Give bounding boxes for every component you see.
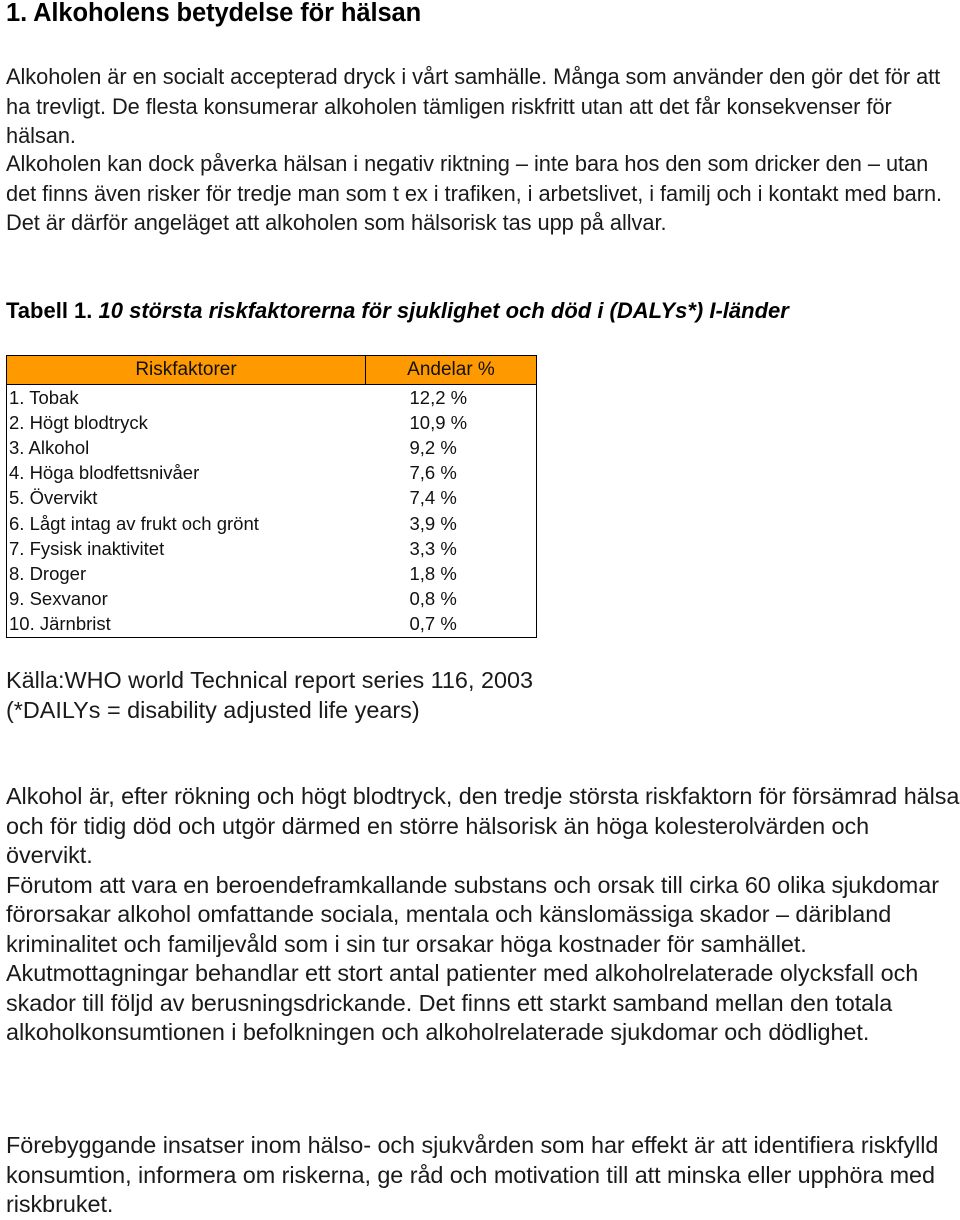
prevention-paragraph: Förebyggande insatser inom hälso- och sjukvården som har effekt är att identifiera riskfylld konsumtion, informera om riskerna, ge råd och motivation till att minska eller upphöra med riskbruket.: [6, 1132, 939, 1217]
column-header-andelar: Andelar %: [366, 356, 537, 385]
table-row: [7, 561, 537, 586]
share-cell: 3,9 %: [366, 511, 537, 536]
source-citation: Källa:WHO world Technical report series 116, 2003: [6, 667, 533, 693]
risk-factor-table: [6, 355, 537, 638]
table-caption: [6, 296, 789, 326]
table-title: 10 största riskfaktorerna för sjuklighet och död i (DALYs*) I-länder: [98, 298, 789, 323]
share-cell: 7,4 %: [366, 486, 537, 511]
risk-paragraph: Alkoholen kan dock påverka hälsan i negativ riktning – inte bara hos den som dricker den – utan det finns även risker för tredje man som t ex i trafiken, i arbetslivet, i familj och i kontakt med barn. Det är därför angeläget att alkoholen som hälsorisk tas upp på allvar.: [6, 151, 943, 235]
share-cell: 10,9 %: [366, 410, 537, 435]
column-header-riskfaktorer: Riskfaktorer: [7, 356, 366, 385]
risk-factor-cell: 2. Högt blodtryck: [7, 410, 366, 435]
risk-factor-cell: 1. Tobak: [7, 385, 366, 411]
intro-paragraph: Alkoholen är en socialt accepterad dryck i vårt samhälle. Många som använder den gör det för att ha trevligt. De flesta konsumerar alkoholen tämligen riskfritt utan att det får konsekvenser för hälsan.: [6, 64, 941, 148]
share-cell: 1,8 %: [366, 561, 537, 586]
alcohol-risk-section: [6, 782, 960, 1048]
risk-factor-cell: 8. Droger: [7, 561, 366, 586]
table-row: [7, 536, 537, 561]
table-label: Tabell 1.: [6, 298, 93, 323]
risk-factor-cell: 3. Alkohol: [7, 435, 366, 460]
dalys-definition: (*DAILYs = disability adjusted life years): [6, 697, 420, 723]
risk-factor-cell: 9. Sexvanor: [7, 587, 366, 612]
table-header-row: [7, 356, 537, 385]
share-cell: 7,6 %: [366, 461, 537, 486]
table-row: [7, 461, 537, 486]
table-row: [7, 410, 537, 435]
share-cell: 3,3 %: [366, 536, 537, 561]
emergency-paragraph: Akutmottagningar behandlar ett stort antal patienter med alkoholrelaterade olycksfall och skador till följd av berusningsdrickande. Det finns ett starkt samband mellan den totala alkoholkonsumtionen i befolkningen och alkoholrelaterade sjukdomar och dödlighet.: [6, 960, 919, 1045]
risk-ranking-paragraph: Alkohol är, efter rökning och högt blodtryck, den tredje största riskfaktorn för försämrad hälsa och för tidig död och utgör därmed en större hälsorisk än höga kolesterolvärden och övervikt.: [6, 783, 960, 868]
table-row: [7, 612, 537, 638]
risk-factor-cell: 6. Lågt intag av frukt och grönt: [7, 511, 366, 536]
table-row: [7, 385, 537, 411]
share-cell: 0,8 %: [366, 587, 537, 612]
risk-factor-cell: 4. Höga blodfettsnivåer: [7, 461, 366, 486]
share-cell: 9,2 %: [366, 435, 537, 460]
page-title: 1. Alkoholens betydelse för hälsan: [6, 0, 422, 27]
source-note: [6, 665, 533, 725]
share-cell: 0,7 %: [366, 612, 537, 638]
share-cell: 12,2 %: [366, 385, 537, 411]
table-row: [7, 435, 537, 460]
table-row: [7, 587, 537, 612]
risk-factor-cell: 10. Järnbrist: [7, 612, 366, 638]
table-row: [7, 486, 537, 511]
table-row: [7, 511, 537, 536]
harm-paragraph: Förutom att vara en beroendeframkallande substans och orsak till cirka 60 olika sjukdomar förorsakar alkohol omfattande sociala, mentala och känslomässiga skador – däribland kriminalitet och familjevåld som i sin tur orsakar höga kostnader för samhället.: [6, 871, 939, 957]
risk-factor-cell: 5. Övervikt: [7, 486, 366, 511]
risk-factor-cell: 7. Fysisk inaktivitet: [7, 536, 366, 561]
